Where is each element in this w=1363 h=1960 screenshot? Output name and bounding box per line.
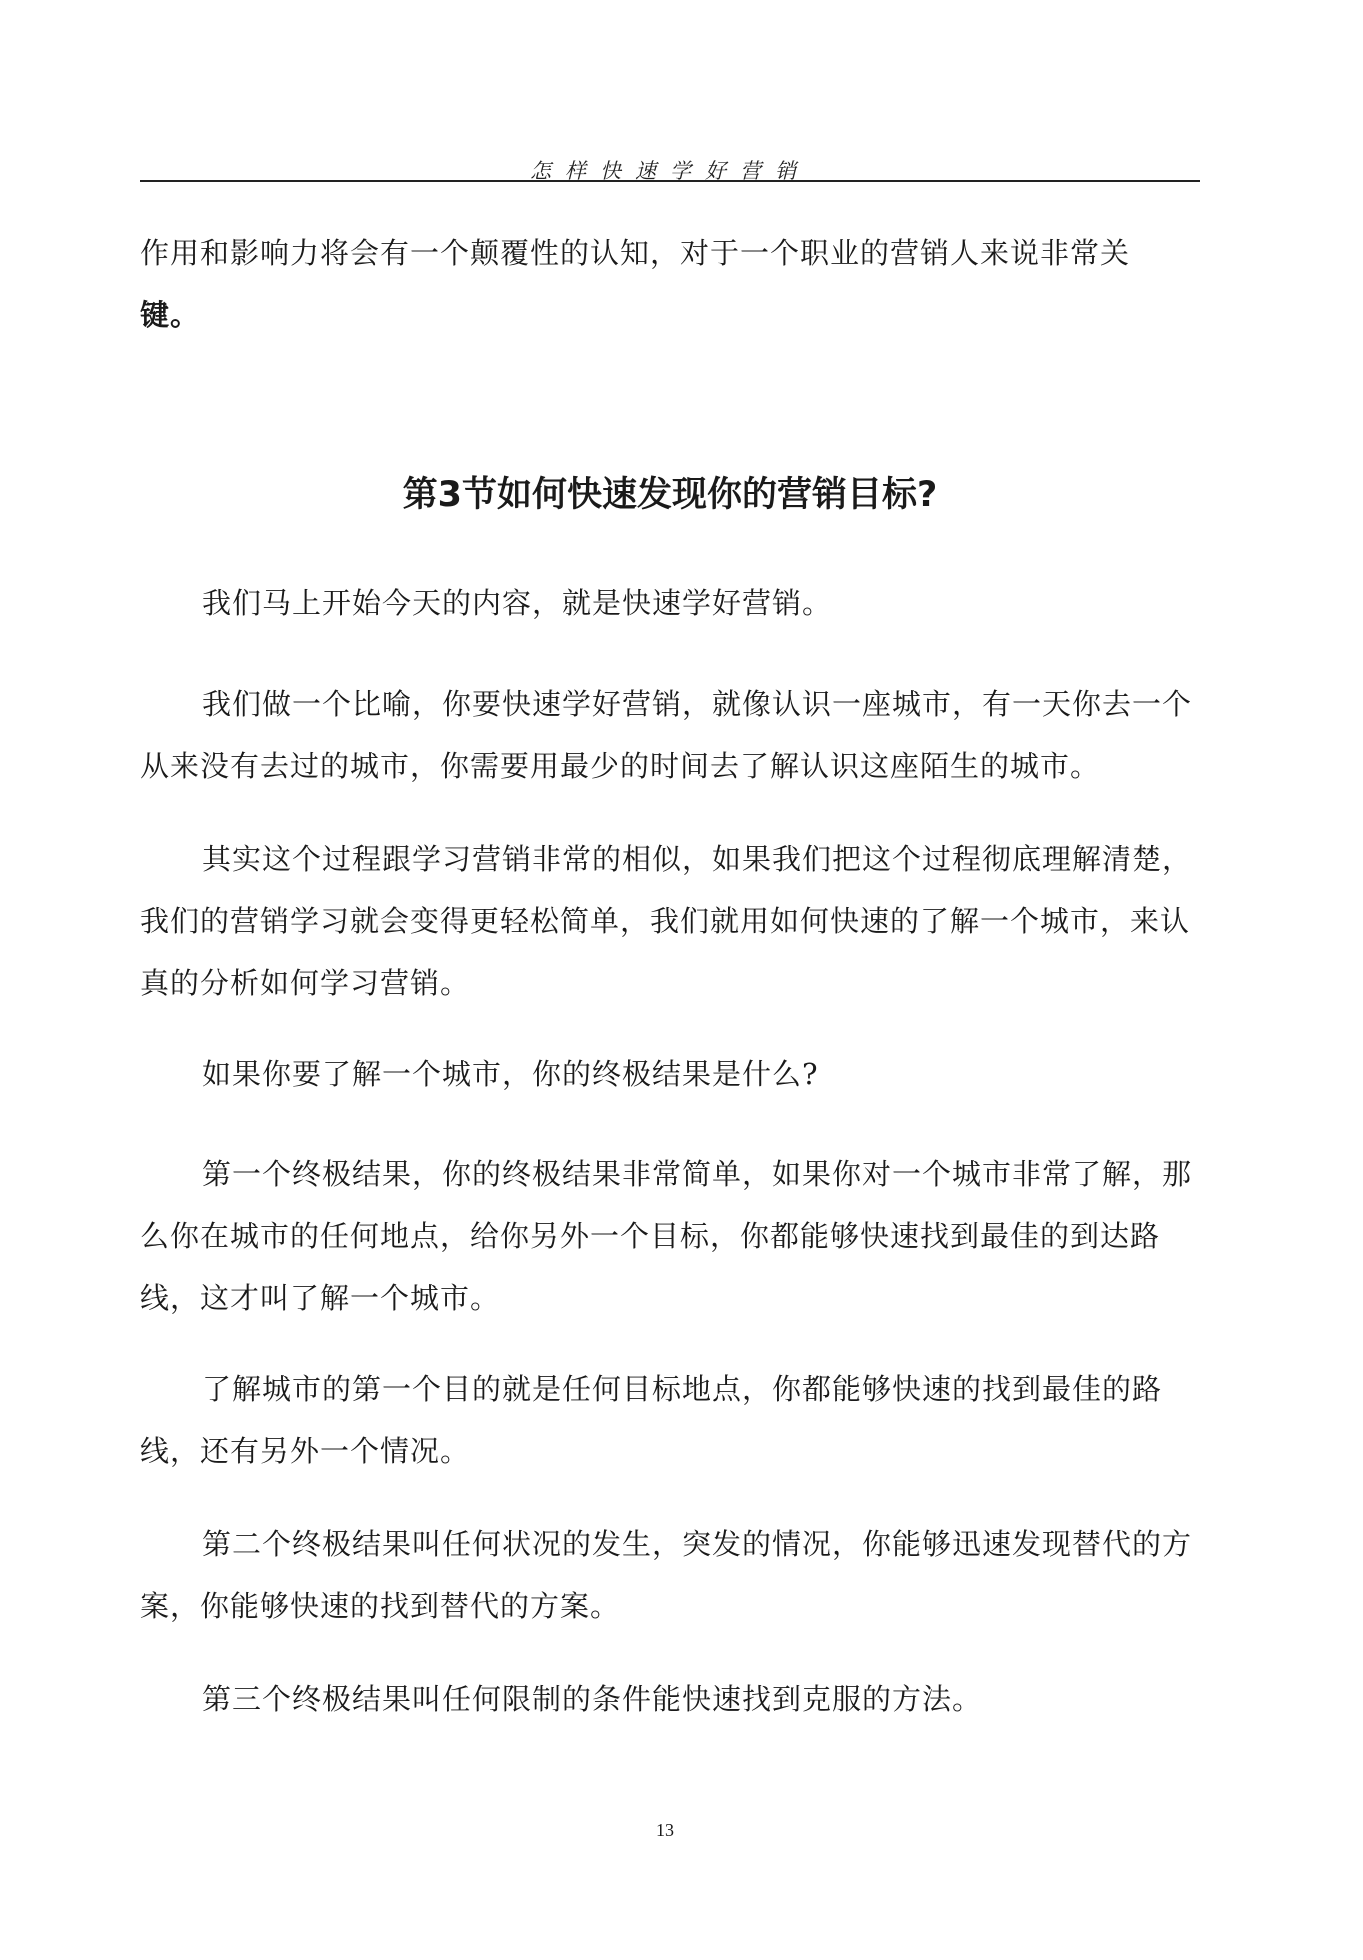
running-header: 怎样快速学好营销	[530, 159, 810, 183]
continuation-tail: 键。	[140, 298, 201, 332]
paragraph-5: 第一个终极结果，你的终极结果非常简单，如果你对一个城市非常了解，那么你在城市的任何地点，给你另外一个目标，你都能够快速找到最佳的到达路线，这才叫了解一个城市。	[140, 1157, 1193, 1315]
paragraph-3: 其实这个过程跟学习营销非常的相似，如果我们把这个过程彻底理解清楚，我们的营销学习就会变得更轻松简单，我们就用如何快速的了解一个城市，来认真的分析如何学习营销。	[140, 842, 1193, 1000]
continuation-paragraph	[140, 222, 1205, 346]
paragraph-6: 了解城市的第一个目的就是任何目标地点，你都能够快速的找到最佳的路线，还有另外一个情况。	[140, 1372, 1163, 1468]
header-divider	[140, 180, 1200, 182]
paragraph-7: 第二个终极结果叫任何状况的发生，突发的情况，你能够迅速发现替代的方案，你能够快速的找到替代的方案。	[140, 1527, 1193, 1623]
page-number: 13	[656, 1820, 674, 1840]
paragraph-8: 第三个终极结果叫任何限制的条件能快速找到克服的方法。	[202, 1682, 983, 1716]
paragraph-1: 我们马上开始今天的内容，就是快速学好营销。	[202, 586, 833, 620]
paragraph-2: 我们做一个比喻，你要快速学好营销，就像认识一座城市，有一天你去一个从来没有去过的城市，你需要用最少的时间去了解认识这座陌生的城市。	[140, 687, 1193, 783]
continuation-text: 作用和影响力将会有一个颠覆性的认知，对于一个职业的营销人来说非常关	[140, 236, 1131, 270]
section-title: 第3节如何快速发现你的营销目标?	[402, 475, 938, 515]
paragraph-4: 如果你要了解一个城市，你的终极结果是什么?	[202, 1057, 819, 1091]
